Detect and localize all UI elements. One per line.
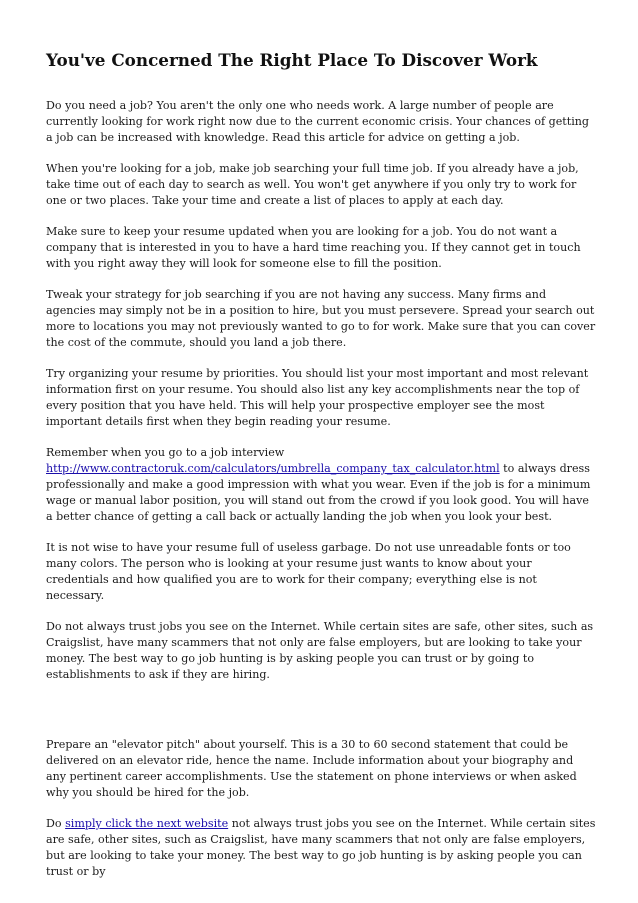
paragraph-interview-dress xyxy=(46,445,596,525)
paragraph-resume-priorities: Try organizing your resume by priorities. You should list your most important and most relevant information first on your resume. You should also list any key accomplishments near the top of every position that you have held. This will help your prospective employer see the most important details first when they begin reading your resume. xyxy=(46,367,589,428)
paragraph-intro: Do you need a job? You aren't the only one who needs work. A large number of people are currently looking for work right now due to the current economic crisis. Your chances of getting a job can be increased with knowledge. Read this article for advice on getting a job. xyxy=(46,99,590,144)
contractoruk-link[interactable]: http://www.contractoruk.com/calculators/umbrella_company_tax_calculator.html xyxy=(46,462,500,475)
paragraph-internet-trust: Do not always trust jobs you see on the Internet. While certain sites are safe, other sites, such as Craigslist, have many scammers that not only are false employers, but are looking to take your money. The best way to go job hunting is by asking people you can trust or by going to establishments to ask if they are hiring. xyxy=(46,620,594,681)
paragraph-text: Do xyxy=(46,817,66,830)
paragraph-elevator-pitch: Prepare an "elevator pitch" about yourself. This is a 30 to 60 second statement that could be delivered on an elevator ride, hence the name. Include information about your biography and any pertinent career accomplishments. Use the statement on phone interviews or when asked why you should be hired for the job. xyxy=(46,738,577,799)
paragraph-full-time-search: When you're looking for a job, make job searching your full time job. If you already have a job, take time out of each day to search as well. You won't get anywhere if you only try to work for one or two places. Take your time and create a list of places to apply at each day. xyxy=(46,162,579,207)
paragraph-text: not always trust jobs you see on the Internet. While certain sites are safe, other sites, such as Craigslist, have many scammers that not only are false employers, but are looking to take your money. The best way to go job hunting is by asking people you can trust or by xyxy=(46,817,596,878)
paragraph-text: Remember when you go to a job interview xyxy=(46,446,285,459)
paragraph-do-not-trust xyxy=(46,816,596,880)
next-website-link[interactable]: simply click the next website xyxy=(65,817,229,830)
blank-space xyxy=(46,698,596,737)
page-title: You've Concerned The Right Place To Discover Work xyxy=(46,50,538,70)
document-page xyxy=(46,48,596,895)
paragraph-text: to always dress professionally and make a good impression with what you wear. Even if the job is for a minimum wage or manual labor position, you will stand out from the crowd if you look good. You will have a better chance of getting a call back or actually landing the job when you look your best. xyxy=(46,462,591,523)
paragraph-resume-garbage: It is not wise to have your resume full of useless garbage. Do not use unreadable fonts or too many colors. The person who is looking at your resume just wants to know about your credentials and how qualified you are to work for their company; everything else is not necessary. xyxy=(46,541,571,602)
paragraph-resume-updated: Make sure to keep your resume updated when you are looking for a job. You do not want a company that is interested in you to have a hard time reaching you. If they cannot get in touch with you right away they will look for someone else to fill the position. xyxy=(46,225,581,270)
paragraph-tweak-strategy: Tweak your strategy for job searching if you are not having any success. Many firms and agencies may simply not be in a position to hire, but you must persevere. Spread your search out more to locations you may not previously wanted to go to for work. Make sure that you can cover the cost of the commute, should you land a job there. xyxy=(46,288,596,349)
